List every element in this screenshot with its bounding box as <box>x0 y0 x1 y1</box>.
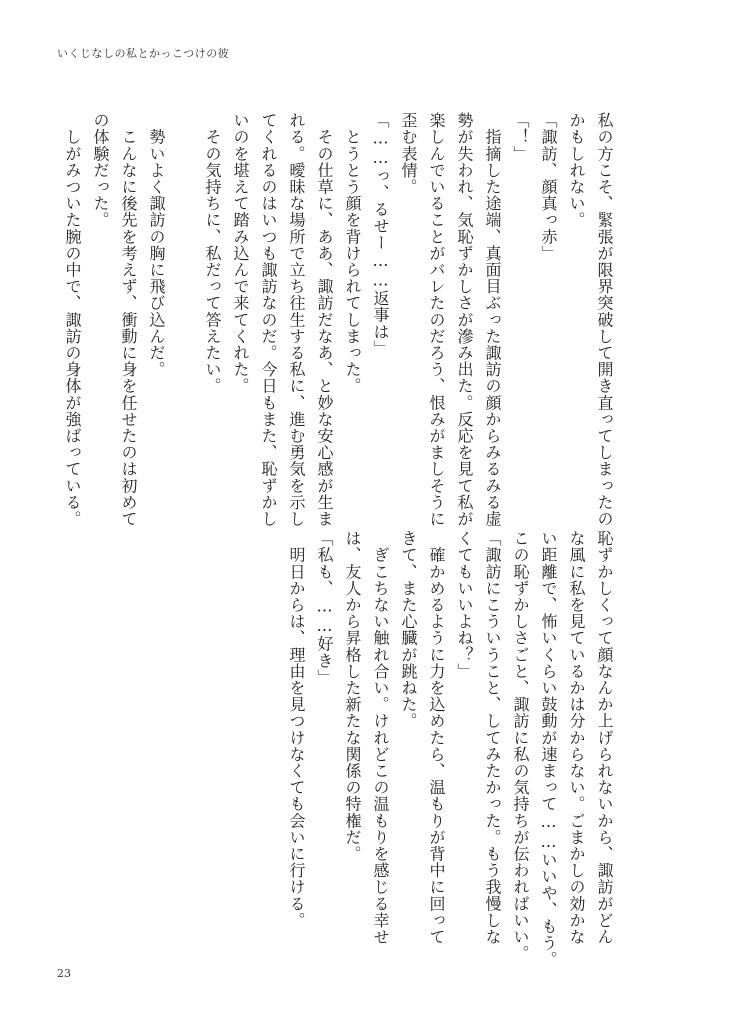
text-line: ぎこちない触れ合い。けれどこの温もりを感じる幸せ <box>371 530 390 945</box>
text-line: くてもいいよね？」 <box>455 530 474 680</box>
text-line: 指摘した途端、真面目ぶった諏訪の顔からみるみる虚 <box>483 112 502 527</box>
text-line: 明日からは、理由を見つけなくても会いに行ける。 <box>287 530 306 929</box>
text-block-upper <box>58 112 618 527</box>
text-line: しがみついた腕の中で、諏訪の身体が強ばっている。 <box>63 112 82 527</box>
text-line: こんなに後先を考えず、衝動に身を任せたのは初めて <box>119 112 138 527</box>
section-break <box>170 112 198 504</box>
text-line: いのを堪えて踏み込んで来てくれた。 <box>231 112 250 395</box>
text-line: てくれるのはいつも諏訪なのだ。今日もまた、恥ずかし <box>259 112 278 527</box>
text-line: この恥ずかしさごと、諏訪に私の気持ちが伝わればいい。 <box>511 530 530 962</box>
page-number: 23 <box>57 967 71 980</box>
text-line: 歪む表情。 <box>399 112 418 195</box>
running-title: いくじなしの私とかっこつけの彼 <box>57 47 230 60</box>
text-line: の体験だった。 <box>91 112 110 229</box>
text-line: 恥ずかしくって顔なんか上げられないから、諏訪がどん <box>595 530 614 945</box>
text-line: とうとう顔を背けられてしまった。 <box>343 112 362 395</box>
text-line: 私の方こそ、緊張が限界突破して開き直ってしまったの <box>595 112 614 527</box>
text-line: な風に私を見ているかは分からない。ごまかしの効かな <box>567 530 586 945</box>
text-line: 「諏訪、顔真っ赤」 <box>539 112 558 262</box>
text-line: 「……っ、るせー……返事は」 <box>371 112 390 357</box>
text-line: 「諏訪にこういうこと、してみたかった。もう我慢しな <box>483 530 502 945</box>
text-line: 勢いよく諏訪の胸に飛び込んだ。 <box>147 112 166 378</box>
text-line: 勢が失われ、気恥ずかしさが滲み出た。反応を見て私が <box>455 112 474 527</box>
text-line: れる。曖昧な場所で立ち往生する私に、進む勇気を示し <box>287 112 306 527</box>
text-line: かもしれない。 <box>567 112 586 229</box>
text-line: は、友人から昇格した新たな関係の特権だ。 <box>343 530 362 862</box>
text-line: 楽しんでいることがバレたのだろう、恨みがましそうに <box>427 112 446 527</box>
text-line: その仕草に、ああ、諏訪だなあ、と妙な安心感が生ま <box>315 112 334 527</box>
text-line: い距離で、怖いくらい鼓動が速まって……いいや、もう。 <box>539 530 558 968</box>
text-line: その気持ちに、私だって答えたい。 <box>203 112 222 395</box>
text-line: 確かめるように力を込めたら、温もりが背中に回って <box>427 530 446 945</box>
text-line: 「！」 <box>511 112 530 162</box>
text-line: 「私も、……好き」 <box>315 530 334 686</box>
text-line: きて、また心臓が跳ねた。 <box>399 530 418 730</box>
text-block-lower <box>282 530 618 968</box>
